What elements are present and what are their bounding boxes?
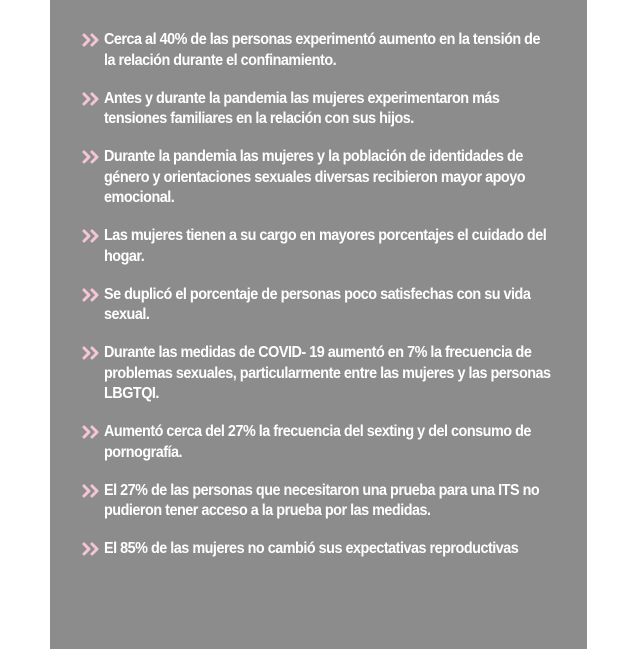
list-item-text: Durante las medidas de COVID- 19 aumentó en 7% la frecuencia de problemas sexuales, particularmente entre las mujeres y las personas LBGTQI. (104, 344, 551, 402)
list-item-text: Se duplicó el porcentaje de personas poco satisfechas con su vida sexual. (104, 285, 531, 323)
list-item-text: Aumentó cerca del 27% la frecuencia del sexting y del consumo de pornografía. (104, 423, 531, 461)
list-item (82, 226, 548, 267)
list-item (82, 89, 548, 130)
double-chevron-right-icon (82, 345, 102, 361)
double-chevron-right-icon (82, 287, 102, 303)
list-item (82, 343, 551, 405)
list-item (82, 147, 548, 209)
list-item-text: El 85% de las mujeres no cambió sus expectativas reproductivas (104, 540, 519, 557)
list-item-text: Durante la pandemia las mujeres y la población de identidades de género y orientaciones sexuales diversas recibieron mayor apoyo emocional. (104, 148, 526, 206)
list-item (82, 285, 548, 326)
list-item (82, 30, 548, 71)
double-chevron-right-icon (82, 32, 102, 48)
double-chevron-right-icon (82, 149, 102, 165)
double-chevron-right-icon (82, 483, 102, 499)
list-item-text: Las mujeres tienen a su cargo en mayores porcentajes el cuidado del hogar. (104, 227, 547, 265)
list-item-text: Antes y durante la pandemia las mujeres experimentaron más tensiones familiares en la relación con sus hijos. (104, 89, 500, 127)
double-chevron-right-icon (82, 541, 102, 557)
list-item-text: El 27% de las personas que necesitaron una prueba para una ITS no pudieron tener acceso a la prueba por las medidas. (104, 481, 540, 519)
findings-list (50, 30, 587, 560)
list-item (82, 481, 548, 522)
double-chevron-right-icon (82, 228, 102, 244)
double-chevron-right-icon (82, 91, 102, 107)
list-item (82, 539, 548, 560)
list-item-text: Cerca al 40% de las personas experimentó aumento en la tensión de la relación durante el confinamiento. (104, 31, 541, 69)
double-chevron-right-icon (82, 424, 102, 440)
list-item (82, 422, 548, 463)
findings-panel (50, 0, 587, 649)
